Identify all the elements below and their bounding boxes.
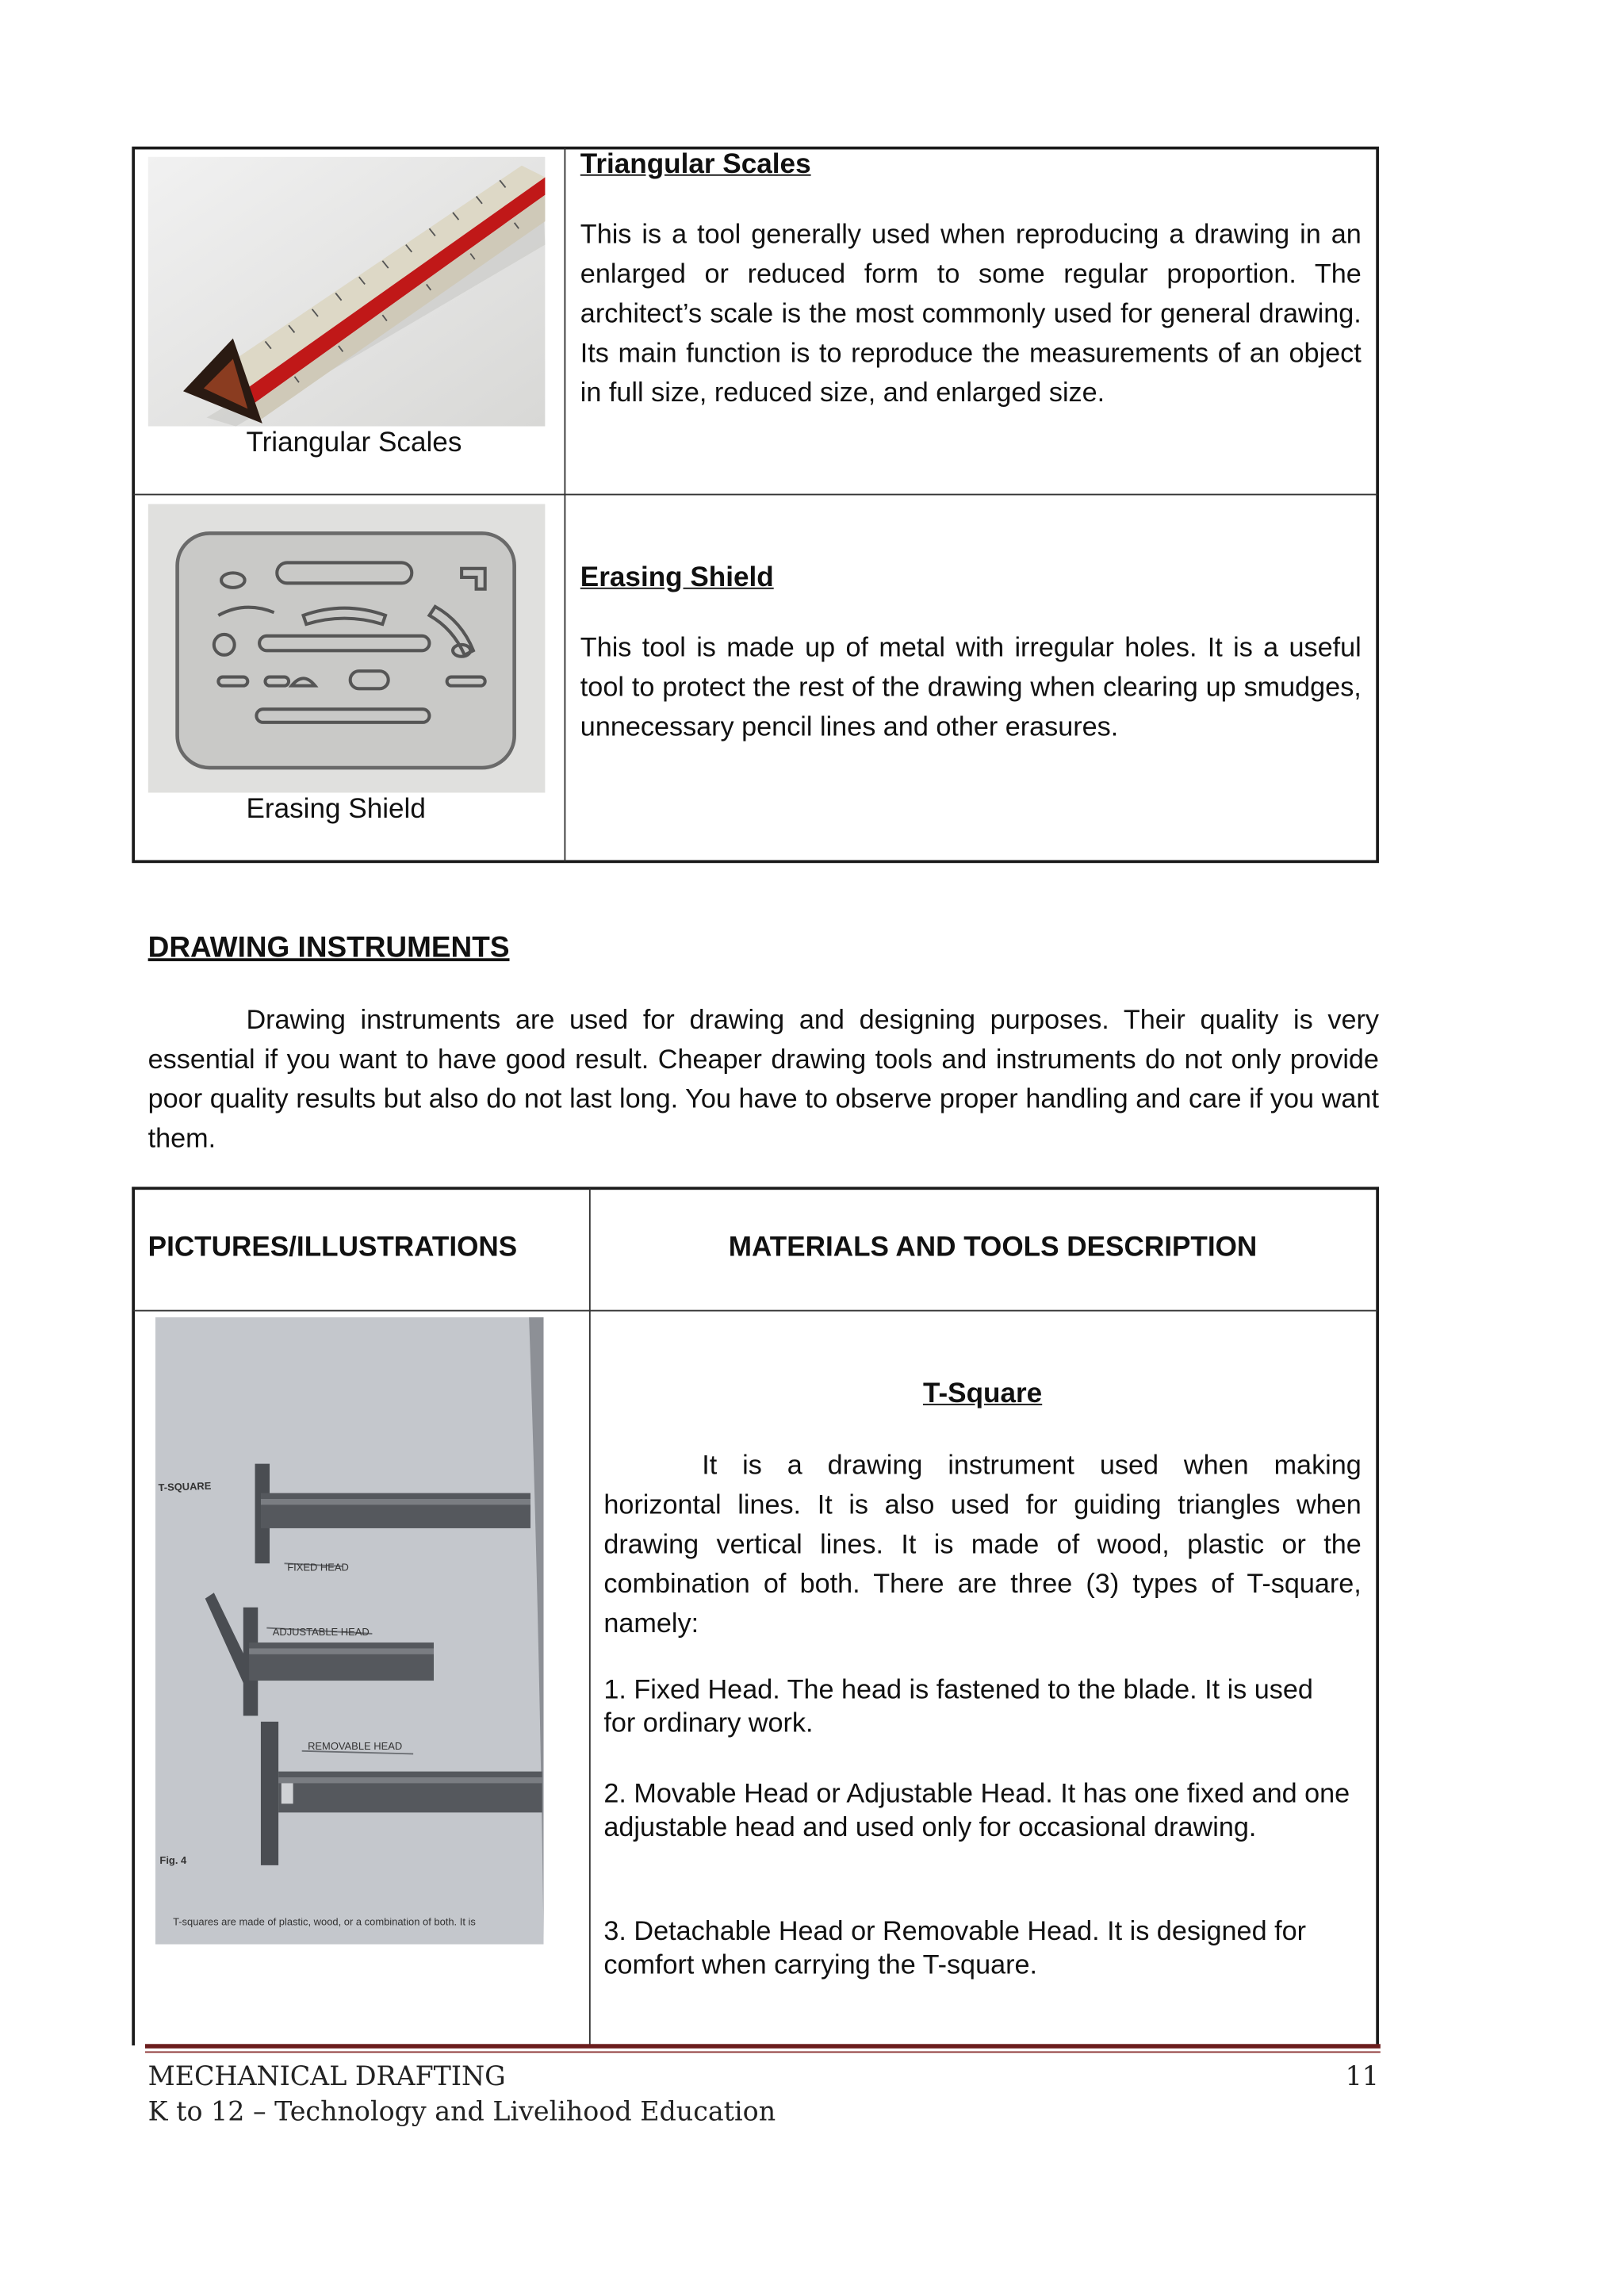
triangular-scales-title: Triangular Scales (580, 149, 811, 181)
t-square-title: T-Square (922, 1378, 1043, 1410)
footer-page-number: 11 (1345, 2061, 1379, 2093)
erasing-shield-description: This tool is made up of metal with irregular holes. It is a useful tool to protect the rest of the drawing when clearing up smudges, unnecessary pencil lines and other erasures. (580, 631, 1362, 742)
t-square-photo-caption: T-squares are made of plastic, wood, or a combination of both. It is (173, 1918, 476, 1929)
t-square-photo-label-fig: Fig. 4 (159, 1856, 187, 1867)
section-paragraph: Drawing instruments are used for drawing and designing purposes. Their quality is very essential if you want to have good result. Cheaper drawing tools and instruments do not only provide poor quality results but also do not last long. You have to observe proper handling and care if you want them. (147, 1003, 1379, 1153)
triangular-scale-photo (148, 157, 546, 427)
footer-course-title: MECHANICAL DRAFTING (147, 2061, 506, 2093)
top-table-row-divider (133, 494, 1377, 496)
triangular-scales-description: This is a tool generally used when reproducing a drawing in an enlarged or reduced form to some regular proportion. The architect’s scale is the most commonly used for general drawing. Its main function is to reproduce the measurements of an object in full size, reduced size, and enlarged size. (580, 218, 1362, 408)
t-square-item-fixed-head: 1. Fixed Head. The head is fastened to the blade. It is used for ordinary work. (603, 1673, 1313, 1738)
description-column-header: MATERIALS AND TOOLS DESCRIPTION (728, 1232, 1258, 1263)
t-square-photo-label-side: T-SQUARE (158, 1481, 212, 1494)
footer-rule-dark (145, 2044, 1381, 2049)
t-square-photo-label-removable: REMOVABLE HEAD (308, 1742, 403, 1753)
t-square-photo-label-fixed: FIXED HEAD (287, 1563, 349, 1574)
footer-rule-light (145, 2052, 1381, 2053)
t-square-item-movable-head: 2. Movable Head or Adjustable Head. It has one fixed and one adjustable head and used only for occasional drawing. (603, 1777, 1350, 1842)
t-square-photo-label-adjustable: ADJUSTABLE HEAD (272, 1627, 370, 1639)
t-square-item-detachable-head: 3. Detachable Head or Removable Head. It is designed for comfort when carrying the T-square. (603, 1915, 1307, 1980)
top-table-column-divider (564, 148, 565, 862)
bottom-table-header-divider (133, 1310, 1377, 1312)
triangular-scales-caption: Triangular Scales (246, 427, 462, 459)
bottom-table-column-divider (589, 1188, 591, 2045)
erasing-shield-caption: Erasing Shield (246, 794, 426, 826)
erasing-shield-photo (148, 504, 546, 793)
footer-program-title: K to 12 – Technology and Livelihood Education (147, 2096, 776, 2128)
pictures-column-header: PICTURES/ILLUSTRATIONS (147, 1232, 518, 1263)
erasing-shield-title: Erasing Shield (580, 562, 774, 594)
section-heading: DRAWING INSTRUMENTS (147, 932, 510, 964)
t-square-photo (155, 1317, 544, 1945)
t-square-intro: It is a drawing instrument used when making horizontal lines. It is also used for guiding triangles when drawing vertical lines. It is made of wood, plastic or the combination of both. There are three (3) types of T-square, namely: (603, 1449, 1362, 1639)
